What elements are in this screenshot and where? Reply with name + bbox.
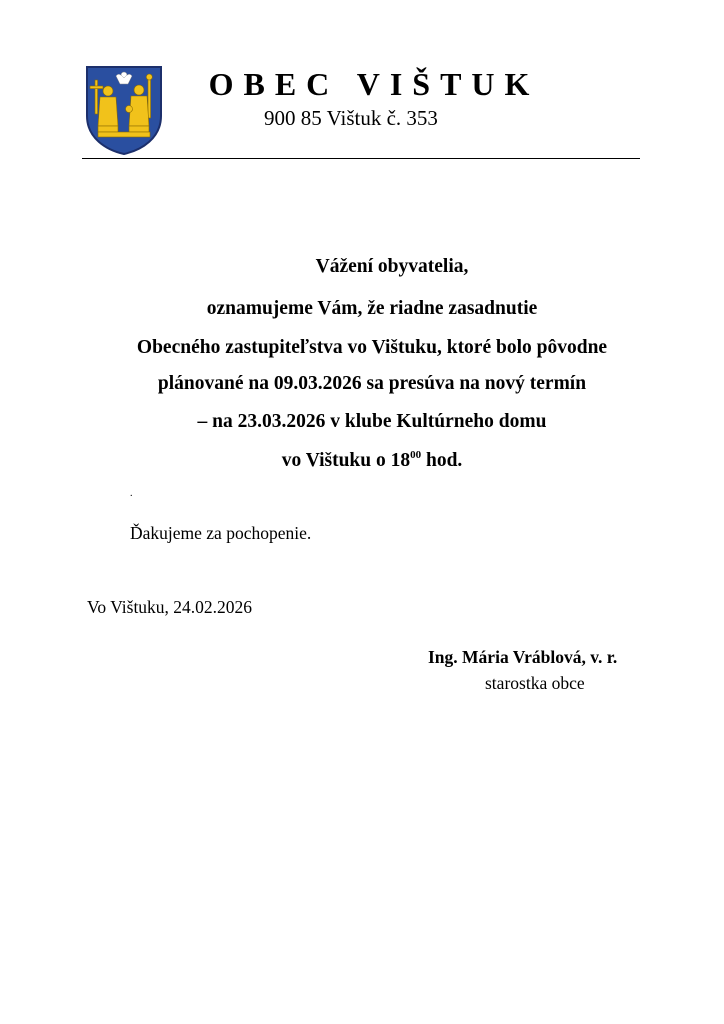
stray-mark: . (130, 488, 133, 499)
notice-greeting: Vážení obyvatelia, (315, 256, 469, 277)
header-divider (82, 158, 640, 159)
notice-line: plánované na 09.03.2026 sa presúva na nový termín (157, 373, 587, 394)
place-and-date: Vo Vištuku, 24.02.2026 (87, 597, 253, 617)
time-prefix: vo Vištuku o 18 (281, 450, 411, 471)
municipality-address: 900 85 Vištuk č. 353 (264, 106, 438, 130)
notice-line: oznamujeme Vám, že riadne zasadnutie (206, 298, 538, 319)
thanks-text: Ďakujeme za pochopenie. (130, 523, 312, 543)
notice-line: Obecného zastupiteľstva vo Vištuku, ktoré bolo pôvodne (136, 337, 608, 358)
time-suffix: hod. (421, 450, 463, 471)
time-minutes: 00 (410, 449, 422, 461)
notice-line: – na 23.03.2026 v klube Kultúrneho domu (197, 411, 547, 432)
signatory-role: starostka obce (485, 673, 585, 693)
municipality-title: OBEC VIŠTUK (208, 66, 540, 102)
notice-time-line (0, 450, 724, 472)
crest-base (98, 132, 150, 137)
signatory-name: Ing. Mária Vráblová, v. r. (428, 647, 618, 667)
